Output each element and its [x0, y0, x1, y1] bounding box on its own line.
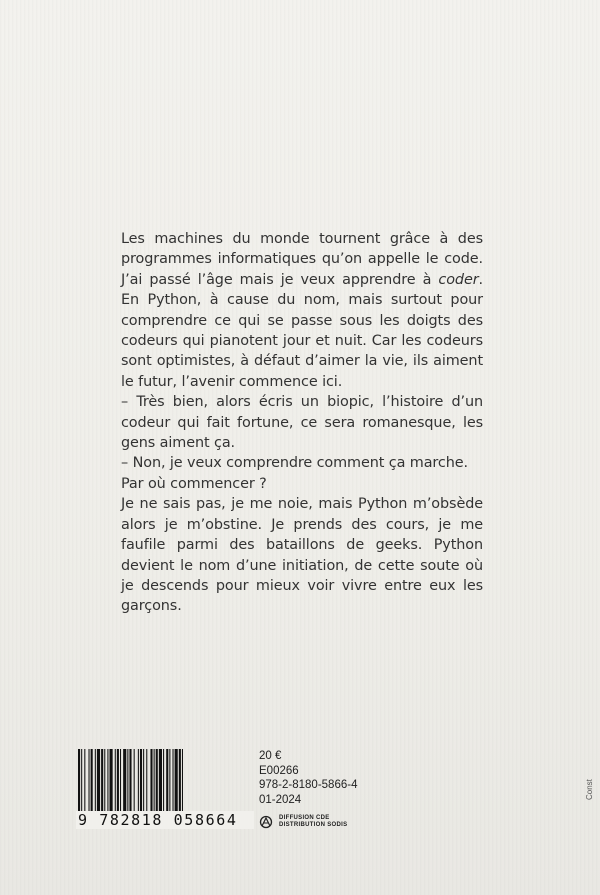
barcode-bar: [97, 749, 100, 815]
barcode-bar: [129, 749, 131, 815]
barcode-bar: [182, 749, 183, 815]
barcode-digits: 9 782818 058664: [76, 811, 254, 829]
barcode-bar: [78, 749, 80, 815]
distributor-logo-icon: [259, 815, 273, 829]
barcode-bar: [156, 749, 158, 815]
barcode-bar: [110, 749, 113, 815]
publication-info: [259, 749, 357, 807]
blurb-paragraph-5: Je ne sais pas, je me noie, mais Python m’obsède alors je m’obstine. Je prends des cours, je me faufile parmi des bataillons de geeks. Python devient le nom d’une initiation, de cette soute où je descends pour mieux voir vivre entre eux les garçons.: [121, 496, 483, 615]
distribution-logo-block: [259, 815, 347, 829]
barcode-bar: [138, 749, 139, 815]
barcode-bar: [166, 749, 168, 815]
barcode-bar: [163, 749, 164, 815]
barcode-bar: [123, 749, 126, 815]
distribution-text: DIFFUSION CDE DISTRIBUTION SODIS: [279, 815, 348, 828]
blurb-paragraph-1: Les machines du monde tournent grâce à des programmes informatiques qu’on appelle le code. J’ai passé l’âge mais je veux apprendre à coder. En Python, à cause du nom, mais surtout pour comprendre ce qui se passe sous les doigts des codeurs qui pianotent jour et nuit. Car les codeurs sont optimistes, à défaut d’aimer la vie, ils aiment le futur, l’avenir commence ici.: [121, 231, 483, 390]
barcode-bar: [179, 749, 181, 815]
barcode-bar: [127, 749, 128, 815]
barcode-bar: [120, 749, 121, 815]
barcode-bar: [117, 749, 119, 815]
barcode-bar: [169, 749, 170, 815]
barcode-bar: [143, 749, 144, 815]
back-cover-blurb: [121, 229, 483, 617]
barcode-bar: [95, 749, 96, 815]
isbn-barcode: [76, 749, 248, 833]
barcode-bar: [154, 749, 155, 815]
side-print-code: Const: [585, 779, 594, 800]
barcode-bar: [134, 749, 135, 815]
price-label: 20 €: [259, 750, 282, 762]
barcode-bars: [76, 749, 248, 815]
publication-date: 01-2024: [259, 793, 302, 806]
barcode-bar: [81, 749, 82, 815]
barcode-bar: [159, 749, 162, 815]
publisher-code: E00266: [259, 764, 299, 777]
barcode-bar: [146, 749, 147, 815]
barcode-bar: [91, 749, 93, 815]
blurb-paragraph-2: – Très bien, alors écris un biopic, l’histoire d’un codeur qui fait fortune, ce sera romanesque, les gens aiment ça.: [121, 394, 483, 452]
barcode-bar: [173, 749, 174, 815]
barcode-bar: [84, 749, 85, 815]
isbn-label: 978-2-8180-5866-4: [259, 779, 358, 792]
barcode-bar: [89, 749, 90, 815]
barcode-bar: [140, 749, 142, 815]
barcode-bar: [175, 749, 178, 815]
barcode-bar: [150, 749, 152, 815]
barcode-bar: [101, 749, 103, 815]
blurb-paragraph-3: – Non, je veux comprendre comment ça marche.: [121, 455, 468, 472]
blurb-emphasis: coder: [438, 271, 479, 288]
barcode-bar: [107, 749, 108, 815]
barcode-bar: [104, 749, 105, 815]
blurb-paragraph-4: Par où commencer ?: [121, 475, 267, 492]
barcode-bar: [115, 749, 116, 815]
